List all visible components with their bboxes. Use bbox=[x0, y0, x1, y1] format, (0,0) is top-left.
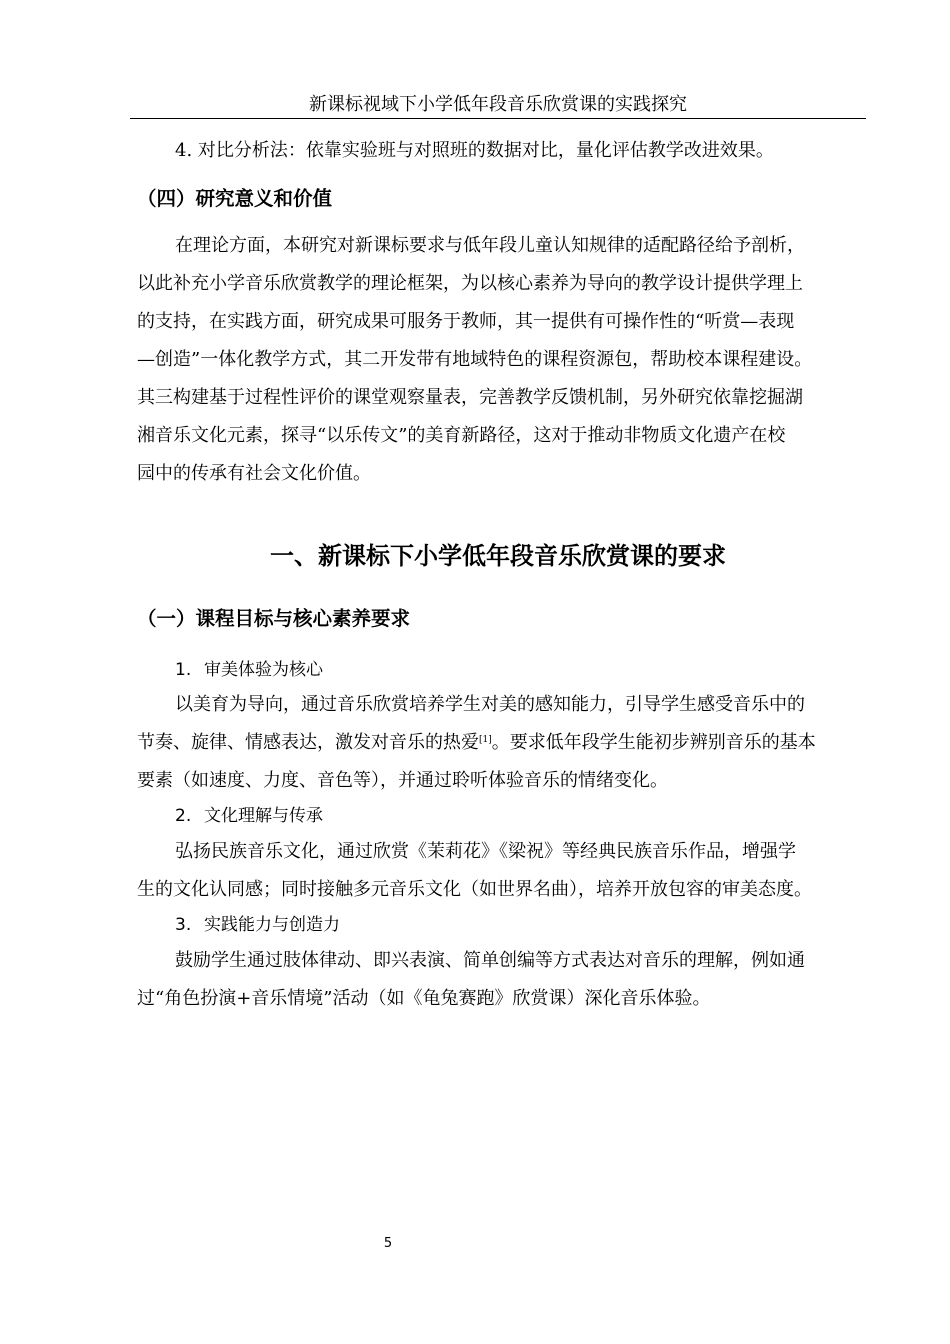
subsection-1-heading: （一）课程目标与核心素养要求 bbox=[137, 607, 411, 630]
item-2-line: 生的文化认同感；同时接触多元音乐文化（如世界名曲），培养开放包容的审美态度。 bbox=[137, 879, 812, 900]
item-2-heading bbox=[175, 804, 323, 828]
section-4-line: 园中的传承有社会文化价值。 bbox=[137, 463, 371, 484]
item-title: 实践能力与创造力 bbox=[204, 915, 340, 935]
item-3-line: 鼓励学生通过肢体律动、即兴表演、简单创编等方式表达对音乐的理解，例如通 bbox=[175, 950, 805, 971]
section-4-line: 在理论方面，本研究对新课标要求与低年段儿童认知规律的适配路径给予剖析， bbox=[175, 235, 805, 256]
header-rule bbox=[130, 118, 866, 119]
chapter-title: 一、新课标下小学低年段音乐欣赏课的要求 bbox=[270, 542, 726, 570]
running-header: 新课标视域下小学低年段音乐欣赏课的实践探究 bbox=[309, 94, 687, 115]
item-number: 1. bbox=[175, 660, 192, 680]
item-1-line bbox=[137, 731, 816, 755]
item-1-text: 节奏、旋律、情感表达，激发对音乐的热爱 bbox=[137, 732, 479, 753]
method-item-4: 4. 对比分析法：依靠实验班与对照班的数据对比，量化评估教学改进效果。 bbox=[175, 140, 774, 161]
item-number: 2. bbox=[175, 806, 192, 826]
item-1-line: 以美育为导向，通过音乐欣赏培养学生对美的感知能力，引导学生感受音乐中的 bbox=[175, 694, 805, 715]
item-2-line: 弘扬民族音乐文化，通过欣赏《茉莉花》《梁祝》等经典民族音乐作品，增强学 bbox=[175, 841, 796, 862]
section-4-heading: （四）研究意义和价值 bbox=[137, 187, 333, 210]
item-3-heading bbox=[175, 913, 340, 937]
section-4-line: —创造”一体化教学方式，其二开发带有地域特色的课程资源包，帮助校本课程建设。 bbox=[137, 349, 813, 370]
item-1-text: 。要求低年段学生能初步辨别音乐的基本 bbox=[491, 732, 816, 753]
section-4-line: 的支持，在实践方面，研究成果可服务于教师，其一提供有可操作性的“听赏—表现 bbox=[137, 311, 795, 332]
section-4-line: 其三构建基于过程性评价的课堂观察量表，完善教学反馈机制，另外研究依靠挖掘湖 bbox=[137, 387, 803, 408]
section-4-line: 以此补充小学音乐欣赏教学的理论框架，为以核心素养为导向的教学设计提供学理上 bbox=[137, 273, 803, 294]
item-1-line: 要素（如速度、力度、音色等），并通过聆听体验音乐的情绪变化。 bbox=[137, 770, 668, 791]
item-1-heading bbox=[175, 658, 323, 682]
item-number: 3. bbox=[175, 915, 192, 935]
item-3-line: 过“角色扮演+音乐情境”活动（如《龟兔赛跑》欣赏课）深化音乐体验。 bbox=[137, 988, 711, 1009]
item-title: 审美体验为核心 bbox=[204, 660, 323, 680]
page-number: 5 bbox=[383, 1236, 393, 1251]
section-4-line: 湘音乐文化元素，探寻“以乐传文”的美育新路径，这对于推动非物质文化遗产在校 bbox=[137, 425, 786, 446]
citation: [1] bbox=[479, 735, 492, 745]
item-title: 文化理解与传承 bbox=[204, 806, 323, 826]
